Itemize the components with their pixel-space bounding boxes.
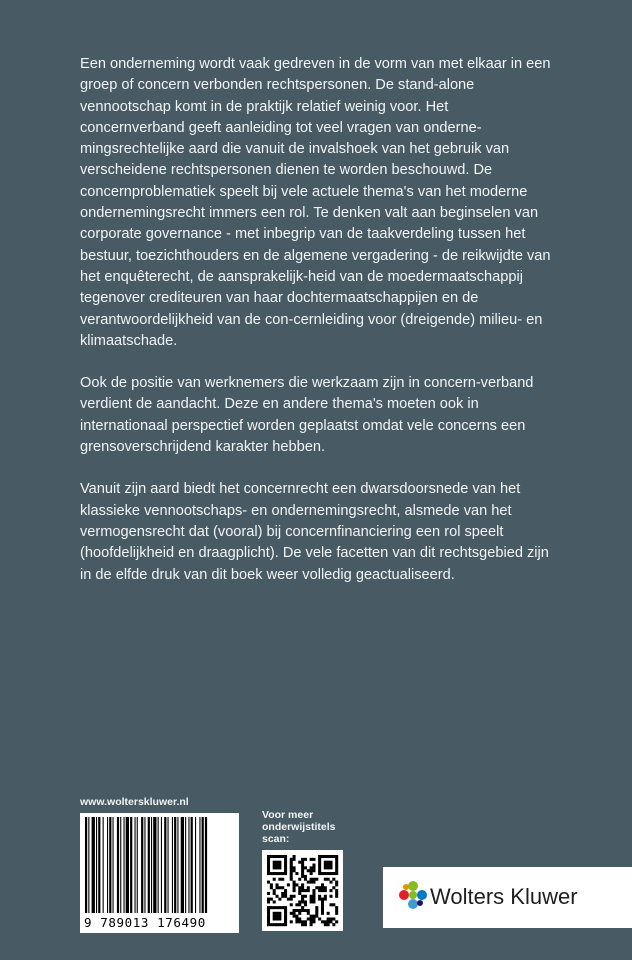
blurb-paragraph-2: Ook de positie van werknemers die werkzaam zijn in concern-verband verdient de aandacht. Deze en andere thema's moeten ook in internationaal perspectief worden geplaatst omdat vele concerns een grensoverschrijdend karakter hebben. (80, 375, 534, 456)
back-cover-blurb (80, 54, 554, 607)
publisher-logo (383, 867, 632, 928)
qr-code[interactable] (262, 850, 343, 931)
qr-caption-line-2: onderwijstitels (262, 821, 336, 833)
wolters-kluwer-logo-icon (398, 880, 428, 910)
qr-caption (262, 809, 352, 845)
qr-caption-line-1: Voor meer (262, 809, 314, 821)
isbn-number: 9 789013 176490 (84, 915, 206, 930)
qr-code-icon (262, 850, 343, 931)
barcode (80, 813, 239, 933)
blurb-paragraph-1: Een onderneming wordt vaak gedreven in de vorm van met elkaar in een groep of concern verbonden rechtspersonen. De stand-alone vennootschap komt in de praktijk relatief weinig voor. Het concernverband geeft aanleiding tot veel vragen van onderne-mingsrechtelijke aard die vanuit de invalshoek van het gebruik van verscheidene rechtspersonen dienen te worden beschouwd. De concernproblematiek speelt bij vele actuele thema's van het moderne ondernemingsrecht immers een rol. Te denken valt aan beginselen van corporate governance - met inbegrip van de taakverdeling tussen het bestuur, toezichthouders en de algemene vergadering - de reikwijdte van het enquêterecht, de aansprakelijk-heid van de moedermaatschappij tegenover crediteuren van haar dochtermaatschappijen en de verantwoordelijkheid van de con-cernleiding voor (dreigende) milieu- en klimaatschade. (80, 56, 551, 349)
qr-caption-line-3: scan: (262, 833, 290, 845)
barcode-icon (80, 813, 239, 917)
publisher-website[interactable]: www.wolterskluwer.nl (80, 796, 189, 808)
blurb-paragraph-3: Vanuit zijn aard biedt het concernrecht een dwarsdoorsnede van het klassieke vennootschaps- en ondernemingsrecht, alsmede van het vermogensrecht dat (vooral) bij concernfinanciering een rol speelt (hoofdelijkheid en draagplicht). De vele facetten van dit rechtsgebied zijn in de elfde druk van dit boek weer volledig geactualiseerd. (80, 481, 549, 583)
logo-text: Wolters Kluwer (430, 884, 578, 909)
